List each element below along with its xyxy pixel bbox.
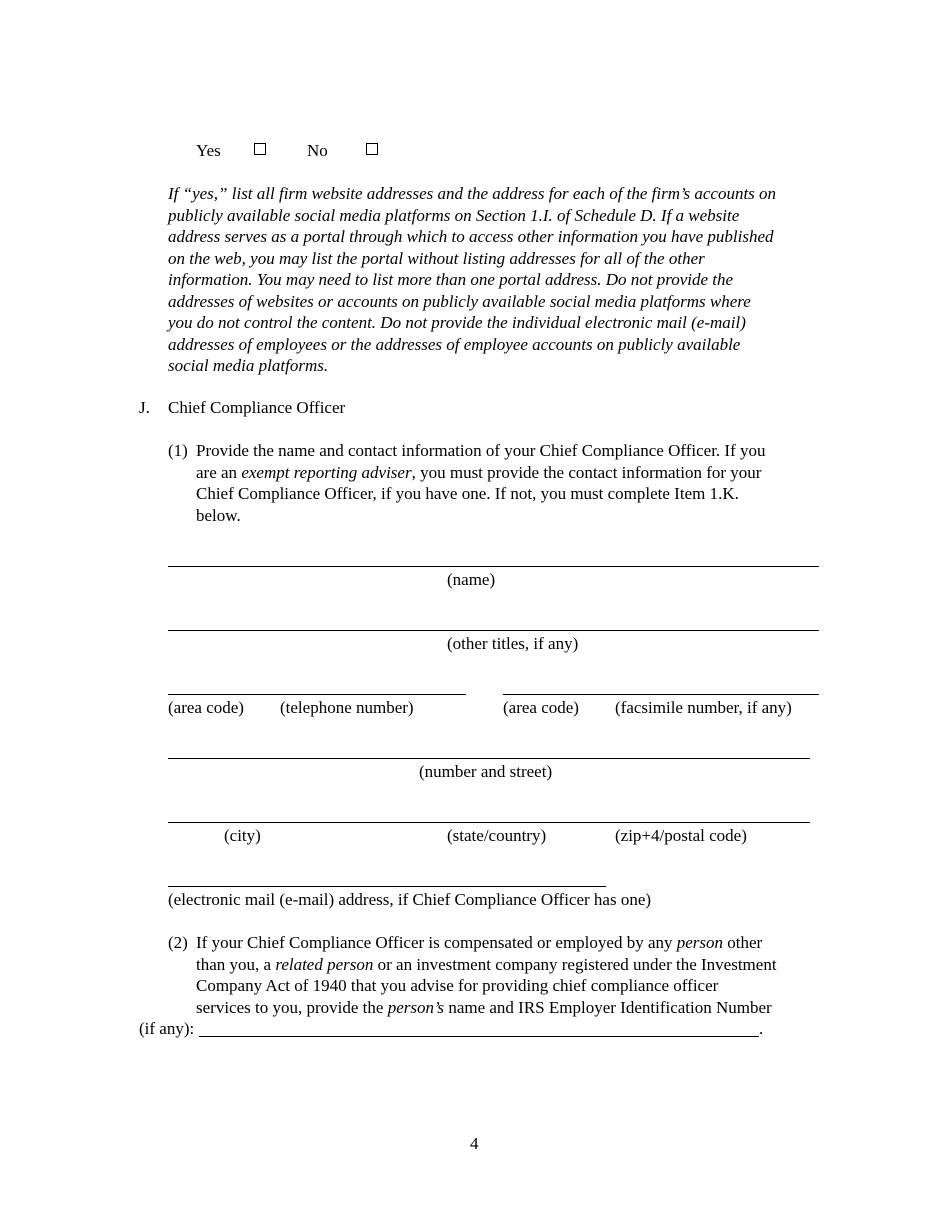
telephone-label: (telephone number) [280,698,414,717]
item-2-line: than you, a related person or an investment company registered under the Investment [196,954,777,974]
email-label: (electronic mail (e-mail) address, if Chief Compliance Officer has one) [168,890,652,909]
defined-term: person [676,933,724,952]
email-field-line[interactable] [168,886,606,887]
telephone-field-line[interactable] [168,694,466,695]
facsimile-label: (facsimile number, if any) [615,698,792,717]
defined-term: related person [275,954,374,974]
name-field-line[interactable] [168,566,819,567]
instruction-line: information. You may need to list more than one portal address. Do not provide the [168,270,734,289]
zip-label: (zip+4/postal code) [615,826,747,845]
item-1-line: Provide the name and contact information of your Chief Compliance Officer. If you [196,441,766,460]
other-titles-label: (other titles, if any) [447,634,579,653]
name-label: (name) [447,570,496,589]
other-titles-field-line[interactable] [168,630,819,631]
item-2-line: Company Act of 1940 that you advise for providing chief compliance officer [196,976,719,995]
area-code-label: (area code) [168,698,244,717]
no-checkbox[interactable] [366,143,378,155]
defined-term: person’s [387,997,445,1017]
yes-label: Yes [196,141,221,160]
item-1-line: below. [196,505,241,525]
street-label: (number and street) [419,762,553,781]
item-2-period: . [759,1019,764,1038]
instruction-line: social media platforms. [168,356,329,375]
city-state-zip-field-line[interactable] [168,822,810,823]
facsimile-field-line[interactable] [503,694,819,695]
instruction-line: addresses of websites or accounts on publicly available social media platforms where [168,291,751,311]
section-letter: J. [139,398,150,417]
instruction-line: address serves as a portal through which to access other information you have published [168,227,774,246]
item-1-number: (1) [168,441,188,460]
instruction-line: you do not control the content. Do not provide the individual electronic mail (e-mail) [168,313,746,332]
street-field-line[interactable] [168,758,810,759]
instruction-line: publicly available social media platforms on Section 1.I. of Schedule D. If a website [168,205,740,225]
fax-area-code-label: (area code) [503,698,579,717]
state-label: (state/country) [447,826,547,845]
item-1-line: Chief Compliance Officer, if you have one. If not, you must complete Item 1.K. [196,484,739,503]
defined-term: exempt reporting adviser [241,462,412,482]
item-2-if-any-label: (if any): [139,1019,195,1038]
instruction-line: If “yes,” list all firm website addresses and the address for each of the firm’s accounts on [168,184,777,203]
yes-checkbox[interactable] [254,143,266,155]
section-title: Chief Compliance Officer [168,398,346,417]
item-1-line: are an exempt reporting adviser, you must provide the contact information for your [196,462,762,482]
no-label: No [307,141,328,160]
item-2-number: (2) [168,933,188,952]
instruction-line: on the web, you may list the portal without listing addresses for all of the other [168,248,705,268]
item-2-line: If your Chief Compliance Officer is compensated or employed by any person other [196,933,763,952]
city-label: (city) [224,826,261,845]
page-number: 4 [470,1134,479,1153]
instruction-line: addresses of employees or the addresses of employee accounts on publicly available [168,334,741,354]
item-2-line: services to you, provide the person’s name and IRS Employer Identification Number [196,997,772,1017]
cco-provider-field-line[interactable] [199,1036,759,1037]
